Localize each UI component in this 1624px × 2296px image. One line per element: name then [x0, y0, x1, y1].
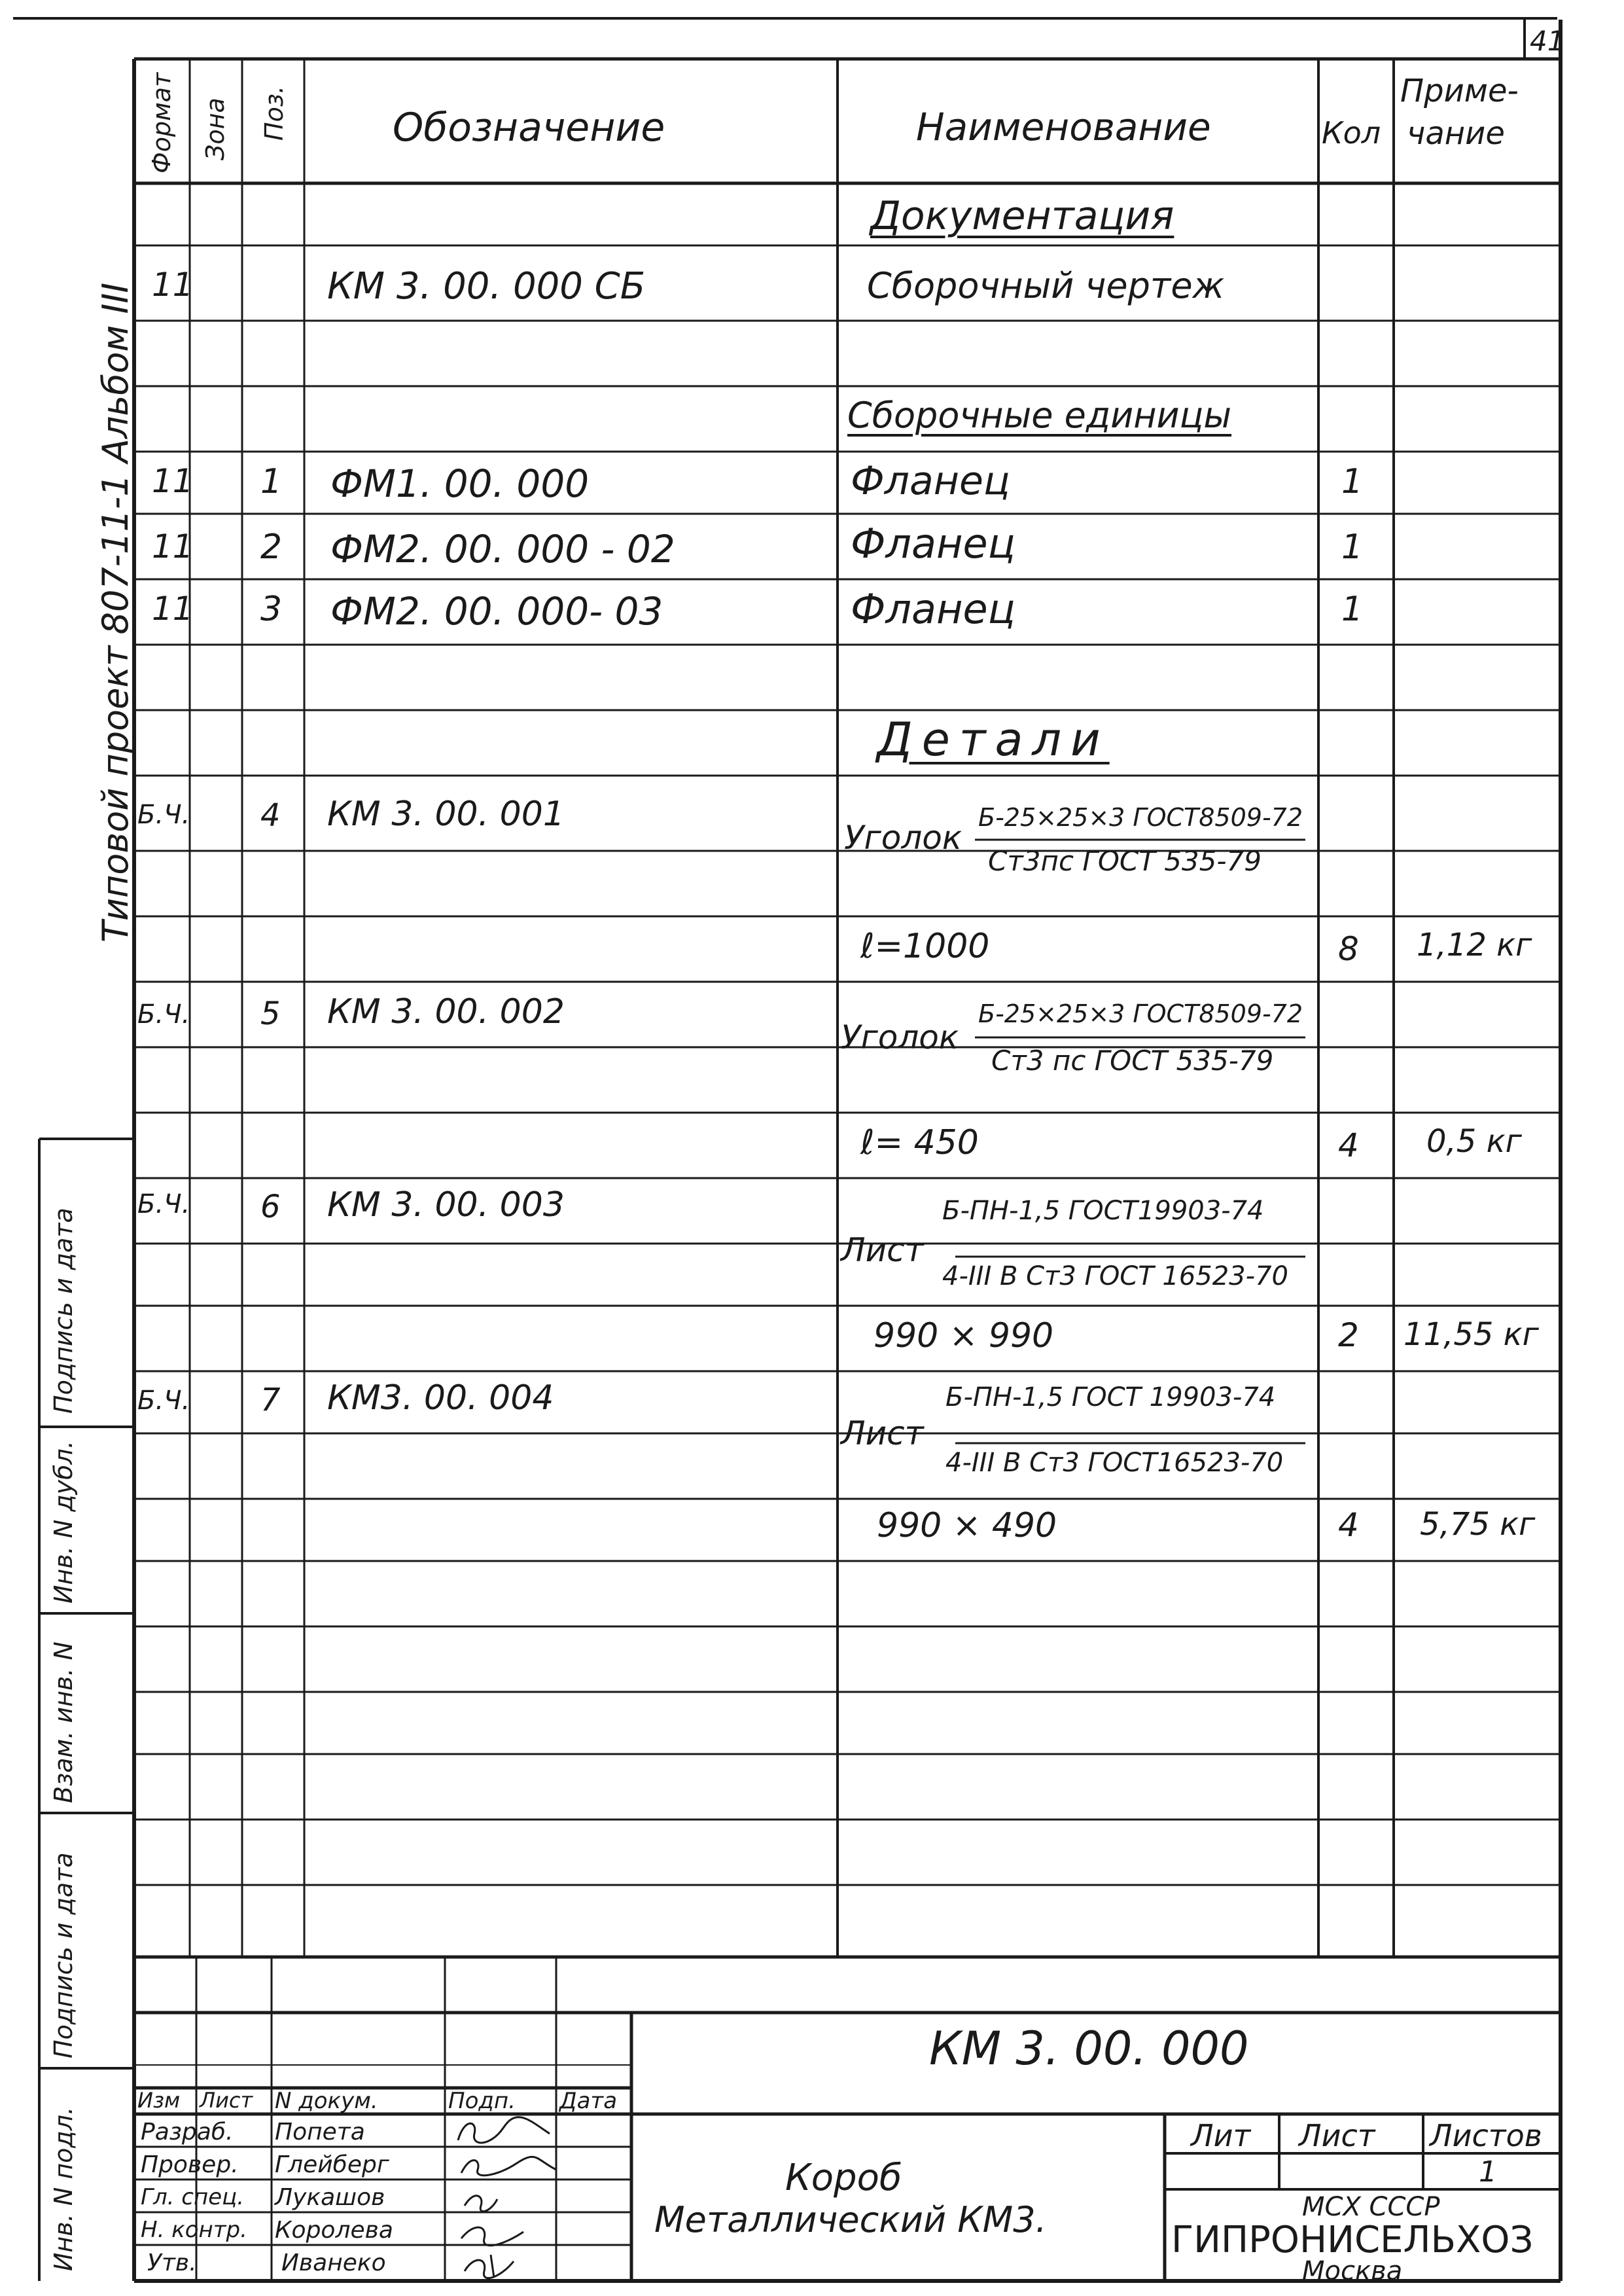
role-chief-spec: Гл. спец.: [141, 2184, 245, 2210]
asm3-pos: 3: [260, 590, 283, 629]
name-approved: Иванеко: [281, 2250, 386, 2276]
sheet-label: Лист: [1299, 2118, 1375, 2153]
name-checker: Глейберг: [275, 2151, 389, 2178]
doc-title-line1: Короб: [785, 2157, 902, 2199]
d4-format: Б.Ч.: [137, 800, 190, 830]
d6-format: Б.Ч.: [137, 1189, 190, 1219]
asm1-designation: ФМ1. 00. 000: [330, 461, 590, 506]
d7-size: 990 × 490: [877, 1506, 1057, 1545]
org-line3: Москва: [1302, 2256, 1403, 2286]
d6-name-top: Б-ПН-1,5 ГОСТ19903-74: [942, 1196, 1264, 1226]
title-doc-code: КМ 3. 00. 000: [929, 2022, 1249, 2075]
doc-format: 11: [152, 266, 194, 304]
d6-name-bottom: 4-III В Ст3 ГОСТ 16523-70: [942, 1261, 1288, 1291]
header-pos: Поз.: [260, 85, 289, 141]
asm3-qty: 1: [1341, 590, 1364, 629]
d4-pos: 4: [260, 797, 281, 834]
d5-size: ℓ= 450: [860, 1123, 979, 1162]
sheets-label: Листов: [1430, 2118, 1542, 2153]
header-qty: Кол: [1322, 115, 1381, 151]
role-approved: Утв.: [147, 2250, 197, 2276]
d5-format: Б.Ч.: [137, 999, 190, 1030]
section-details: Детали: [877, 713, 1110, 766]
d6-qty: 2: [1338, 1316, 1359, 1354]
title-col-list: Лист: [200, 2088, 253, 2113]
d4-note: 1,12 кг: [1417, 927, 1532, 963]
d7-qty: 4: [1338, 1506, 1359, 1544]
asm1-qty: 1: [1341, 462, 1364, 501]
d4-size: ℓ=1000: [860, 927, 990, 966]
header-note-line2: чание: [1407, 115, 1505, 152]
lit-label: Лит: [1191, 2118, 1251, 2153]
header-note-line1: Приме-: [1400, 73, 1519, 109]
d6-pos: 6: [260, 1189, 281, 1225]
asm1-name: Фланец: [851, 458, 1010, 504]
d7-pos: 7: [260, 1382, 281, 1418]
asm1-format: 11: [152, 462, 194, 500]
d5-qty: 4: [1338, 1126, 1359, 1164]
asm1-pos: 1: [260, 462, 283, 501]
section-documentation: Документация: [870, 193, 1174, 239]
asm2-pos: 2: [260, 528, 283, 567]
d7-note: 5,75 кг: [1420, 1506, 1536, 1543]
title-col-izm: Изм: [137, 2088, 181, 2113]
d5-note: 0,5 кг: [1426, 1123, 1522, 1160]
d4-name-main: Уголок: [844, 819, 962, 857]
title-col-date: Дата: [559, 2088, 618, 2114]
header-name: Наименование: [916, 105, 1211, 149]
header-format: Формат: [147, 72, 176, 173]
sheets-value: 1: [1479, 2155, 1497, 2189]
org-line2: ГИПРОНИСЕЛЬХОЗ: [1171, 2219, 1534, 2261]
asm2-name: Фланец: [851, 520, 1015, 567]
doc-title-line2: Металлический КМ3.: [654, 2199, 1047, 2240]
doc-name: Сборочный чертеж: [867, 265, 1225, 306]
asm3-designation: ФМ2. 00. 000- 03: [330, 589, 663, 634]
asm2-format: 11: [152, 528, 194, 565]
header-zone: Зона: [201, 98, 230, 160]
d5-pos: 5: [260, 996, 281, 1032]
title-col-sign: Подп.: [448, 2088, 516, 2114]
asm3-format: 11: [152, 590, 194, 628]
d7-name-main: Лист: [841, 1414, 924, 1452]
d4-qty: 8: [1338, 930, 1359, 968]
d4-name-top: Б-25×25×3 ГОСТ8509-72: [978, 803, 1303, 832]
d5-name-bottom: Ст3 пс ГОСТ 535-79: [991, 1045, 1274, 1077]
asm2-designation: ФМ2. 00. 000 - 02: [330, 527, 675, 571]
stamp-field-orig-inv: Инв. N подл.: [49, 2106, 78, 2271]
header-designation: Обозначение: [393, 105, 665, 151]
d4-name-bottom: Ст3пс ГОСТ 535-79: [988, 845, 1262, 877]
project-stamp: Типовой проект 807-11-1 Альбом III: [95, 282, 136, 942]
d5-name-main: Уголок: [841, 1018, 959, 1056]
d6-size: 990 × 990: [874, 1316, 1054, 1355]
stamp-field-repl-inv: Взам. инв. N: [49, 1641, 78, 1803]
d6-designation: КМ 3. 00. 003: [327, 1185, 565, 1225]
title-col-doc: N докум.: [275, 2088, 378, 2114]
doc-designation: КМ 3. 00. 000 СБ: [327, 265, 646, 308]
section-assembly-units: Сборочные единицы: [847, 395, 1232, 436]
role-checker: Провер.: [141, 2151, 239, 2178]
signatures: [451, 2114, 563, 2281]
d4-designation: КМ 3. 00. 001: [327, 795, 565, 834]
role-developer: Разраб.: [141, 2119, 234, 2145]
d5-name-top: Б-25×25×3 ГОСТ8509-72: [978, 999, 1303, 1028]
org-line1: МСХ СССР: [1302, 2192, 1440, 2222]
role-norm-control: Н. контр.: [141, 2217, 247, 2243]
d5-designation: КМ 3. 00. 002: [327, 992, 565, 1031]
name-developer: Попета: [275, 2119, 365, 2145]
d6-name-main: Лист: [841, 1231, 924, 1269]
asm2-qty: 1: [1341, 528, 1364, 567]
name-norm-control: Королева: [275, 2217, 393, 2244]
stamp-field-dup-inv: Инв. N дубл.: [49, 1441, 78, 1604]
asm3-name: Фланец: [851, 585, 1015, 633]
stamp-field-signature-date-2: Подпись и дата: [49, 1852, 78, 2058]
sheet-number: 41: [1530, 25, 1565, 57]
d7-name-top: Б-ПН-1,5 ГОСТ 19903-74: [945, 1382, 1276, 1412]
stamp-field-signature-date-1: Подпись и дата: [49, 1208, 78, 1414]
d6-note: 11,55 кг: [1403, 1316, 1539, 1353]
name-chief-spec: Лукашов: [275, 2184, 385, 2211]
d7-format: Б.Ч.: [137, 1386, 190, 1416]
d7-name-bottom: 4-III В Ст3 ГОСТ16523-70: [945, 1448, 1284, 1478]
d7-designation: КМ3. 00. 004: [327, 1378, 554, 1418]
